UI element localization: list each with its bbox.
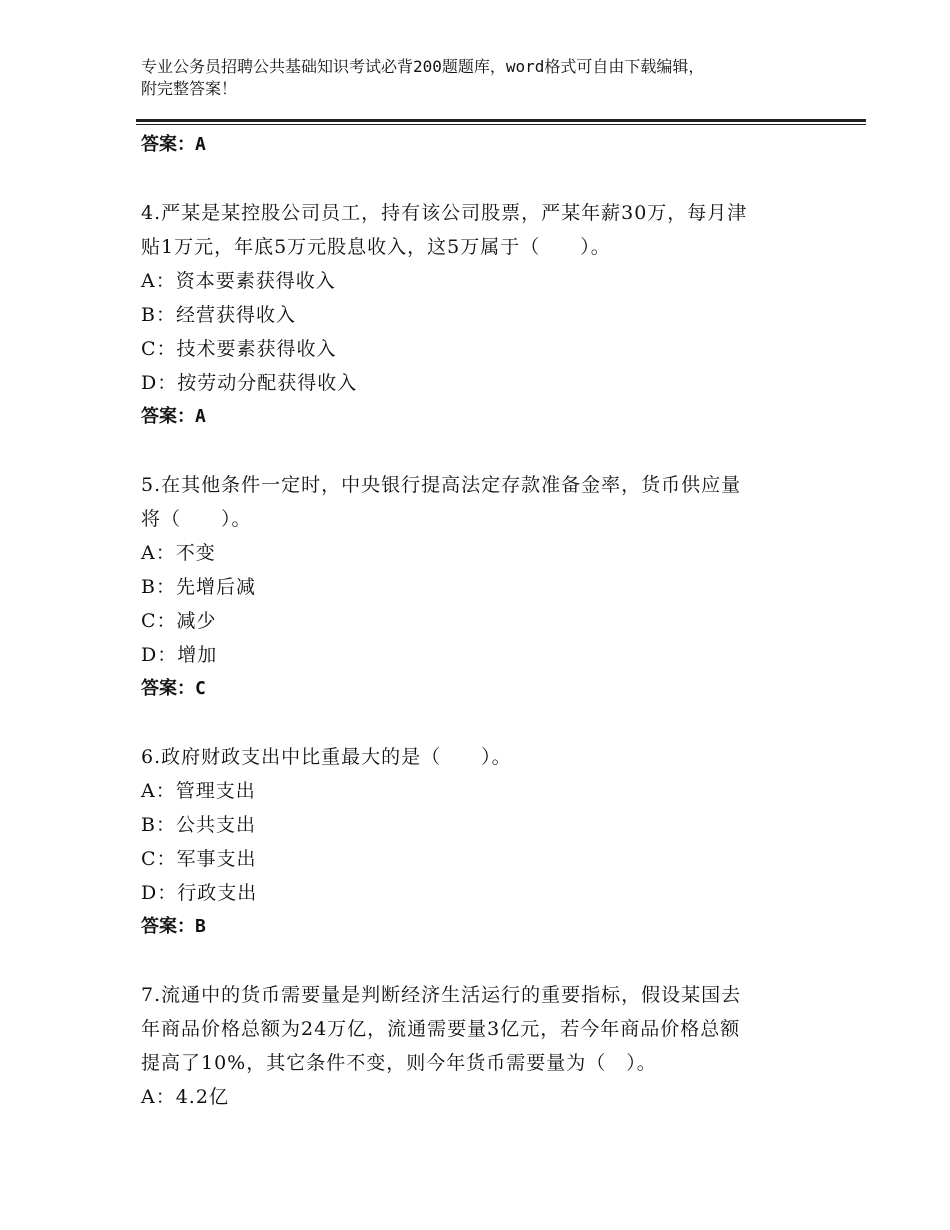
answer-line: 答案：B [141, 916, 206, 937]
question-stem: 6.政府财政支出中比重最大的是（ ）。 [141, 746, 512, 768]
header-rule-thin [136, 124, 866, 125]
option-d: D：增加 [141, 644, 218, 666]
question-stem: 4.严某是某控股公司员工，持有该公司股票，严某年薪30万，每月津 [141, 202, 748, 224]
option-b: B：公共支出 [141, 814, 256, 836]
question-stem: 年商品价格总额为24万亿，流通需要量3亿元，若今年商品价格总额 [141, 1018, 741, 1040]
question-stem: 5.在其他条件一定时，中央银行提高法定存款准备金率，货币供应量 [141, 474, 742, 496]
header-line-2: 附完整答案！ [141, 79, 238, 98]
answer-line: 答案：A [141, 134, 206, 155]
option-c: C：军事支出 [141, 848, 257, 870]
option-b: B：先增后减 [141, 576, 256, 598]
option-a: A：不变 [141, 542, 216, 564]
option-a: A：资本要素获得收入 [141, 270, 336, 292]
spacer [141, 944, 841, 978]
answer-line: 答案：C [141, 678, 206, 699]
question-stem: 7.流通中的货币需要量是判断经济生活运行的重要指标，假设某国去 [141, 984, 742, 1006]
option-c: C：减少 [141, 610, 217, 632]
header-rule-thick [136, 119, 866, 122]
spacer [141, 434, 841, 468]
question-6 [141, 740, 841, 944]
option-d: D：按劳动分配获得收入 [141, 372, 358, 394]
option-a: A：4.2亿 [141, 1086, 229, 1108]
option-d: D：行政支出 [141, 882, 258, 904]
question-7 [141, 978, 841, 1114]
question-stem: 将（ ）。 [141, 508, 252, 530]
option-c: C：技术要素获得收入 [141, 338, 337, 360]
question-4 [141, 196, 841, 434]
question-stem: 提高了10%，其它条件不变，则今年货币需要量为（ ）。 [141, 1052, 657, 1074]
page-header [141, 56, 831, 100]
answer-line: 答案：A [141, 406, 206, 427]
option-b: B：经营获得收入 [141, 304, 296, 326]
spacer [141, 162, 841, 196]
spacer [141, 706, 841, 740]
question-list [141, 128, 841, 1114]
question-stem: 贴1万元，年底5万元股息收入，这5万属于（ ）。 [141, 236, 611, 258]
header-line-1: 专业公务员招聘公共基础知识考试必背200题题库，word格式可自由下载编辑， [141, 57, 705, 76]
question-5 [141, 468, 841, 706]
option-a: A：管理支出 [141, 780, 256, 802]
